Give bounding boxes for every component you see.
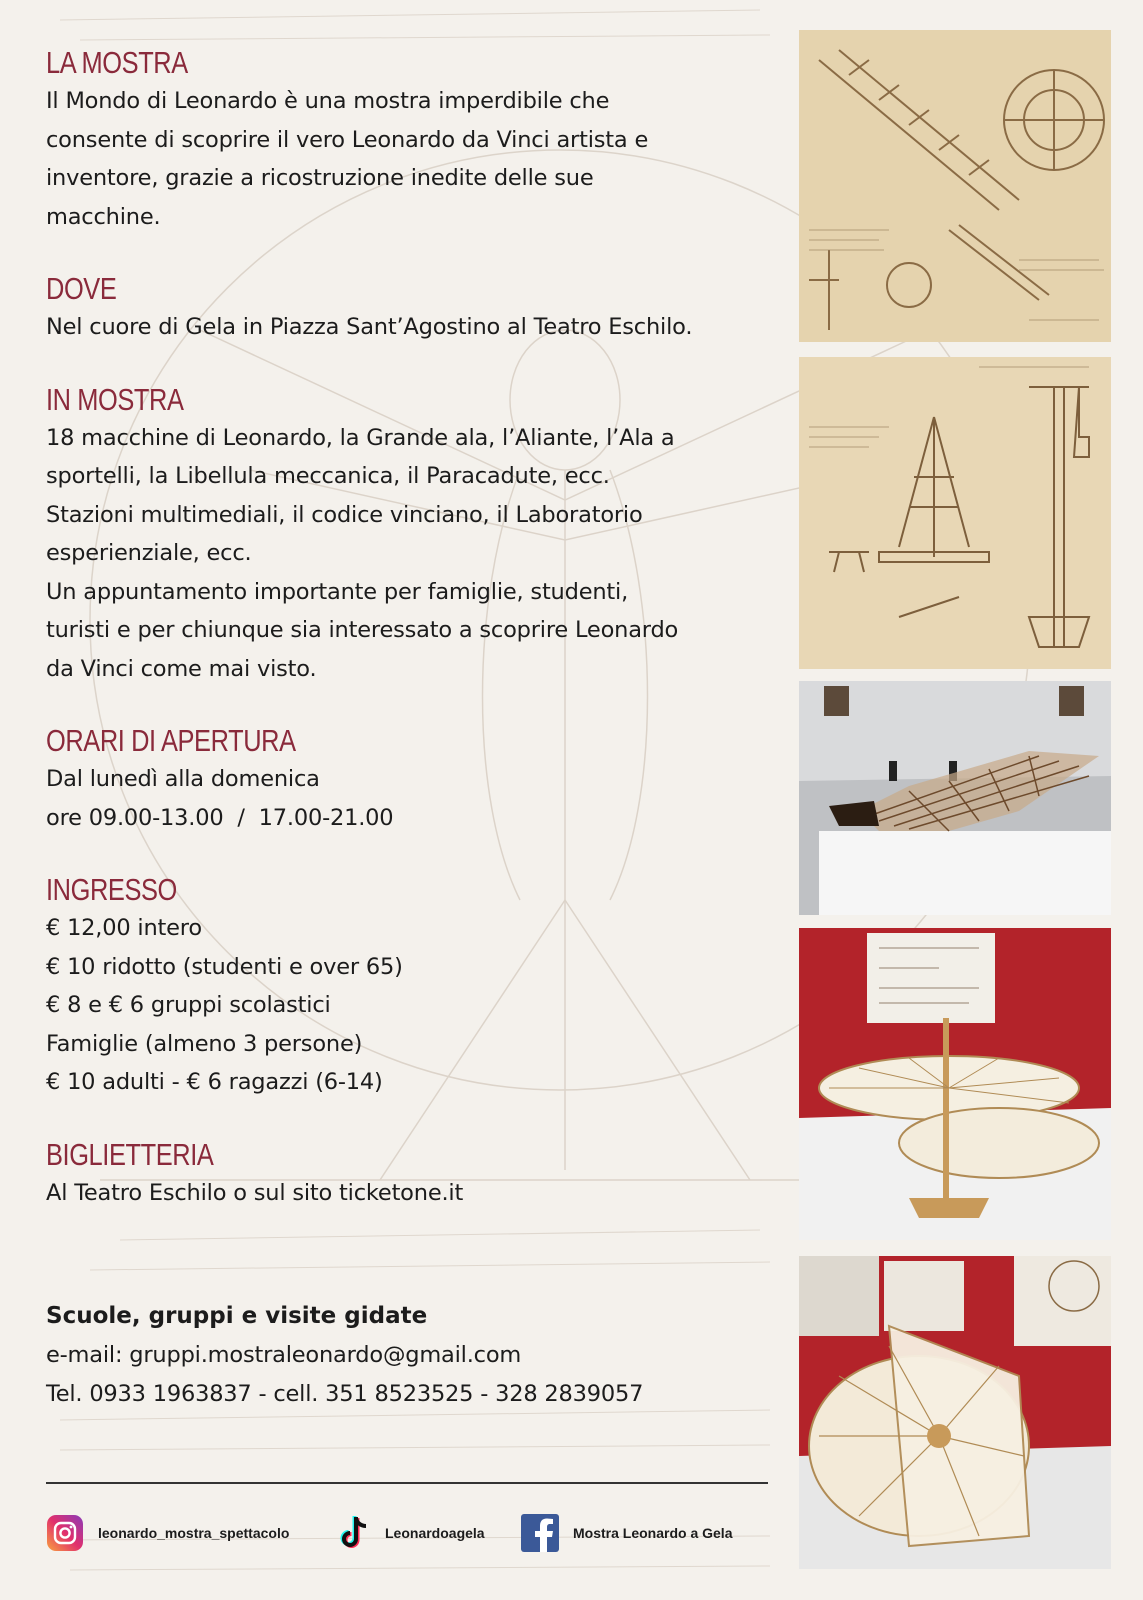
photo-wing-model bbox=[799, 681, 1111, 915]
text-line: ore 09.00-13.00 / 17.00-21.00 bbox=[46, 804, 394, 831]
section-la-mostra bbox=[46, 44, 776, 236]
tiktok-handle: Leonardoagela bbox=[385, 1525, 485, 1541]
text-line: esperienziale, ecc. bbox=[46, 540, 252, 566]
text-line: consente di scoprire il vero Leonardo da Vinci artista e bbox=[46, 126, 649, 153]
tiktok-icon bbox=[337, 1514, 371, 1552]
text-line: Nel cuore di Gela in Piazza Sant’Agostino al Teatro Eschilo. bbox=[46, 314, 693, 340]
price-line: € 12,00 intero bbox=[46, 915, 202, 941]
heading-in-mostra: IN MOSTRA bbox=[46, 381, 184, 417]
divider bbox=[46, 1482, 768, 1484]
photo-parachute-model bbox=[799, 1256, 1111, 1569]
text-line: turisti e per chiunque sia interessato a scoprire Leonardo bbox=[46, 617, 679, 643]
contact-phone[interactable]: Tel. 0933 1963837 - cell. 351 8523525 - 328 2839057 bbox=[46, 1380, 644, 1407]
main-content bbox=[46, 44, 776, 1246]
social-tiktok[interactable] bbox=[337, 1512, 485, 1554]
text-line: Stazioni multimediali, il codice vinciano, il Laboratorio bbox=[46, 501, 643, 528]
section-biglietteria bbox=[46, 1136, 776, 1213]
image-sketch-screw bbox=[799, 30, 1111, 342]
heading-orari: ORARI DI APERTURA bbox=[46, 723, 296, 758]
text-line: Dal lunedì alla domenica bbox=[46, 766, 320, 792]
price-line: € 10 adulti - € 6 ragazzi (6-14) bbox=[46, 1069, 383, 1095]
social-instagram[interactable] bbox=[46, 1512, 289, 1554]
text-line: inventore, grazie a ricostruzione inedite delle sue bbox=[46, 165, 594, 191]
heading-dove: DOVE bbox=[46, 271, 117, 306]
photo-helicopter-model bbox=[799, 928, 1111, 1240]
heading-biglietteria: BIGLIETTERIA bbox=[46, 1136, 214, 1172]
price-line: € 10 ridotto (studenti e over 65) bbox=[46, 953, 403, 980]
instagram-icon bbox=[46, 1514, 84, 1552]
section-ingresso bbox=[46, 871, 776, 1102]
text-line: da Vinci come mai visto. bbox=[46, 655, 317, 682]
social-facebook[interactable] bbox=[521, 1512, 732, 1554]
text-line: Al Teatro Eschilo o sul sito ticketone.it bbox=[46, 1179, 464, 1206]
text-line: Un appuntamento importante per famiglie, studenti, bbox=[46, 578, 629, 605]
text-line: Il Mondo di Leonardo è una mostra imperdibile che bbox=[46, 88, 610, 114]
text-line: macchine. bbox=[46, 203, 161, 230]
contact-title: Scuole, gruppi e visite gidate bbox=[46, 1303, 428, 1329]
section-dove bbox=[46, 270, 776, 347]
section-orari bbox=[46, 722, 776, 837]
price-line: € 8 e € 6 gruppi scolastici bbox=[46, 992, 331, 1018]
section-in-mostra bbox=[46, 381, 776, 689]
price-line: Famiglie (almeno 3 persone) bbox=[46, 1030, 363, 1057]
facebook-icon bbox=[521, 1514, 559, 1552]
contact-block bbox=[46, 1297, 786, 1413]
instagram-handle: leonardo_mostra_spettacolo bbox=[98, 1525, 290, 1541]
text-line: sportelli, la Libellula meccanica, il Paracadute, ecc. bbox=[46, 463, 610, 489]
heading-ingresso: INGRESSO bbox=[46, 872, 177, 907]
contact-email[interactable]: e-mail: gruppi.mostraleonardo@gmail.com bbox=[46, 1342, 522, 1368]
facebook-page: Mostra Leonardo a Gela bbox=[573, 1525, 733, 1541]
heading-la-mostra: LA MOSTRA bbox=[46, 45, 188, 80]
image-sketch-cranes bbox=[799, 357, 1111, 669]
text-line: 18 macchine di Leonardo, la Grande ala, l’Aliante, l’Ala a bbox=[46, 424, 675, 451]
